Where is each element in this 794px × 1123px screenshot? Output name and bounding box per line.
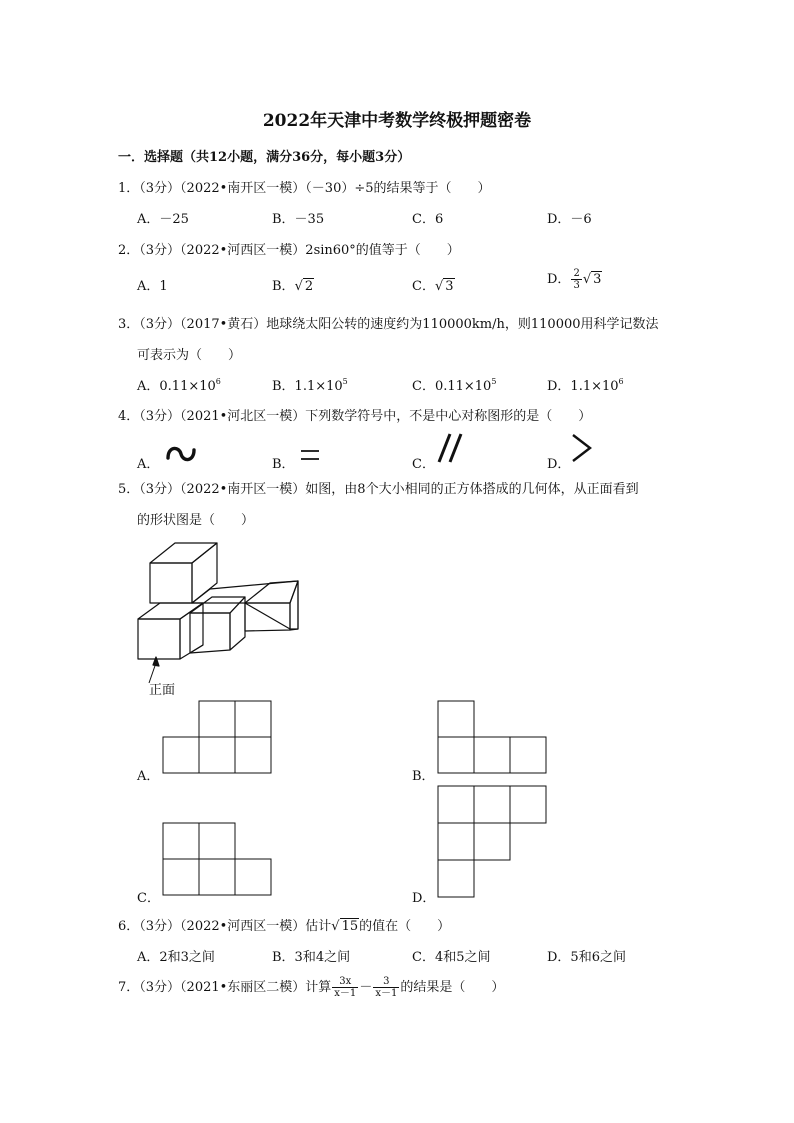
question-5-option-a[interactable]: A． xyxy=(137,769,160,784)
option-text: B．1.1×10 xyxy=(272,379,343,394)
question-3-option-c[interactable] xyxy=(412,375,496,394)
stem-text: 6．（3分）（2022•河西区一模）估计 xyxy=(118,919,332,934)
fraction xyxy=(571,268,581,291)
question-3-option-b[interactable] xyxy=(272,375,348,394)
stem-text: 7．（3分）（2021•东丽区二模）计算 xyxy=(118,980,332,995)
option-letter: B． xyxy=(272,279,295,294)
question-4-stem: 4．（3分）（2021•河北区一模）下列数学符号中，不是中心对称图形的是（ ） xyxy=(118,409,592,424)
question-1-option-d[interactable]: D．－6 xyxy=(547,212,592,227)
option-text: C．0.11×10 xyxy=(412,379,492,394)
fraction xyxy=(373,976,399,999)
question-7-stem xyxy=(118,976,504,999)
question-5-option-c[interactable]: C． xyxy=(137,891,160,906)
question-4-option-b[interactable]: B． xyxy=(272,457,295,472)
fraction xyxy=(332,976,358,999)
option-d-grid-figure xyxy=(437,785,549,899)
question-1-option-b[interactable]: B．－35 xyxy=(272,212,325,227)
question-6-stem xyxy=(118,915,450,934)
fraction-denominator: x－1 xyxy=(334,988,357,999)
question-5-option-d[interactable]: D． xyxy=(412,891,436,906)
front-view-label: 正面 xyxy=(149,683,176,698)
page-title: 2022年天津中考数学终极押题密卷 xyxy=(262,111,532,131)
question-4-option-c[interactable]: C． xyxy=(412,457,435,472)
question-2-option-c[interactable] xyxy=(412,275,455,294)
exponent: 6 xyxy=(618,377,624,386)
question-5-stem-line-2: 的形状图是（ ） xyxy=(137,513,255,528)
question-1-stem: 1．（3分）（2022•南开区一模）（－30）÷5的结果等于（ ） xyxy=(118,181,491,196)
parallel-icon xyxy=(437,432,465,464)
option-text: A．0.11×10 xyxy=(137,379,216,394)
question-2-option-d[interactable] xyxy=(547,268,602,291)
stem-text: 的值在（ ） xyxy=(359,919,451,934)
radicand: 2 xyxy=(304,279,314,294)
minus-sign: － xyxy=(359,980,373,995)
question-3-option-a[interactable] xyxy=(137,375,221,394)
fraction-denominator: x－1 xyxy=(375,988,398,999)
cube-stack-figure xyxy=(130,535,310,670)
question-2-option-b[interactable] xyxy=(272,275,314,294)
fraction-numerator: 2 xyxy=(573,268,580,279)
similar-icon xyxy=(165,444,197,464)
question-3-stem-line-1: 3．（3分）（2017•黄石）地球绕太阳公转的速度约为110000km/h，则110000用科学记数法 xyxy=(118,317,659,332)
question-3-option-d[interactable] xyxy=(547,375,624,394)
question-5-stem-line-1: 5．（3分）（2022•南开区一模）如图，由8个大小相同的正方体搭成的几何体，从正面看到 xyxy=(118,482,639,497)
section-heading: 一．选择题（共12小题，满分36分，每小题3分） xyxy=(118,150,411,165)
exponent: 6 xyxy=(215,377,221,386)
option-letter: C． xyxy=(412,279,435,294)
question-1-option-a[interactable]: A．－25 xyxy=(137,212,189,227)
radicand: 15 xyxy=(341,919,359,934)
question-3-stem-line-2: 可表示为（ ） xyxy=(137,348,242,363)
exponent: 5 xyxy=(342,377,348,386)
stem-text: 的结果是（ ） xyxy=(400,980,505,995)
fraction-numerator: 3 xyxy=(373,976,399,988)
radicand: 3 xyxy=(593,272,602,287)
radical-sign: √ xyxy=(434,279,444,294)
radical-sign: √ xyxy=(294,279,303,294)
option-c-grid-figure xyxy=(162,822,274,898)
question-2-stem: 2．（3分）（2022•河西区一模）2sin60°的值等于（ ） xyxy=(118,243,460,258)
radical-sign: √ xyxy=(582,272,592,287)
question-6-option-a[interactable]: A．2和3之间 xyxy=(137,950,215,965)
question-6-option-d[interactable]: D．5和6之间 xyxy=(547,950,626,965)
greater-than-icon xyxy=(570,433,594,465)
fraction-denominator: 3 xyxy=(573,280,580,291)
question-6-option-b[interactable]: B．3和4之间 xyxy=(272,950,351,965)
question-6-option-c[interactable]: C．4和5之间 xyxy=(412,950,491,965)
question-4-option-d[interactable]: D． xyxy=(547,457,571,472)
question-4-option-a[interactable]: A． xyxy=(137,457,160,472)
radicand: 3 xyxy=(445,279,454,294)
radical-sign: √ xyxy=(331,919,340,934)
equals-icon xyxy=(300,448,322,462)
option-letter: D． xyxy=(547,272,571,287)
option-b-grid-figure xyxy=(437,700,549,776)
question-5-option-b[interactable]: B． xyxy=(412,769,435,784)
question-1-option-c[interactable]: C．6 xyxy=(412,212,444,227)
option-a-grid-figure xyxy=(162,700,274,776)
exponent: 5 xyxy=(491,377,497,386)
fraction-numerator: 3x xyxy=(332,976,358,988)
option-text: D．1.1×10 xyxy=(547,379,619,394)
question-2-option-a[interactable]: A．1 xyxy=(137,279,168,294)
